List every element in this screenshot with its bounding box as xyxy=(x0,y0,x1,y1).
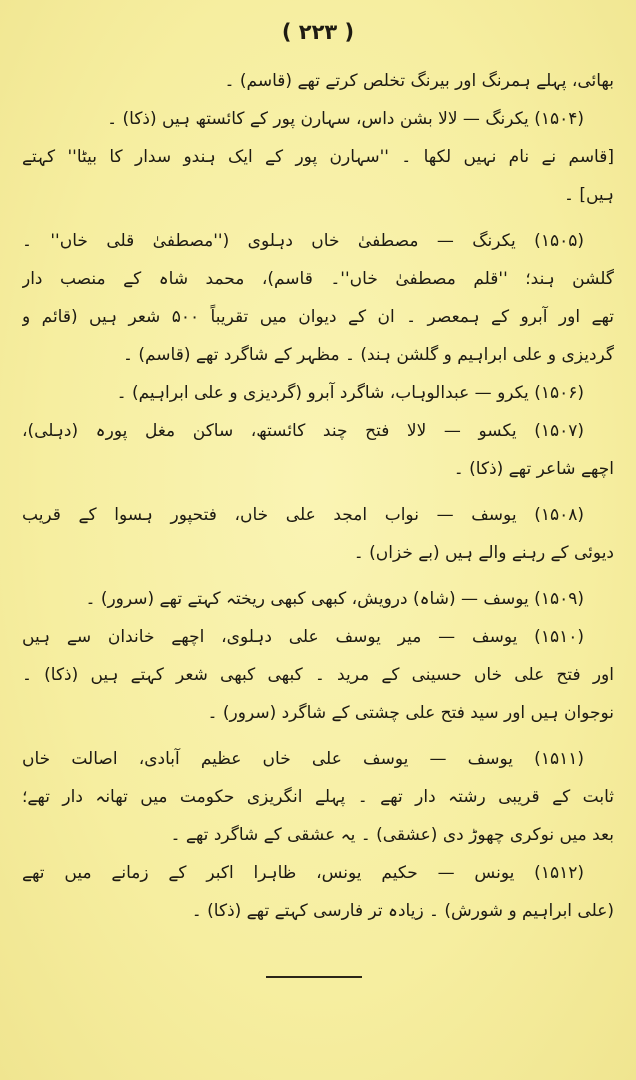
entry-1511-line-1: (۱۵۱۱) یوسف — یوسف علی خاں عظیم آبادی، اصالت خاں xyxy=(22,749,584,769)
page-number: ( ۲۲۳ ) xyxy=(281,20,355,44)
entry-1511-line-3: بعد میں نوکری چھوڑ دی (عشقی) ۔ یہ عشقی کے شاگرد تھے ۔ xyxy=(170,825,614,845)
entry-1505-line-3: تھے اور آبرو کے ہمعصر ۔ ان کے دیوان میں تقریباً ۵۰۰ شعر ہیں (قائم و xyxy=(22,307,614,327)
entry-1510-line-3: نوجوان ہیں اور سید فتح علی چشتی کے شاگرد (سرور) ۔ xyxy=(207,703,614,723)
entry-1512-line-2: (علی ابراہیم و شورش) ۔ زیادہ تر فارسی کہتے تھے (ذکا) ۔ xyxy=(191,901,614,921)
entry-1509-line-1: (۱۵۰۹) یوسف — (شاہ) درویش، کبھی کبھی ریختہ کہتے تھے (سرور) ۔ xyxy=(85,589,584,609)
entry-1505-line-4: گردیزی و علی ابراہیم و گلشن ہند) ۔ مظہر کے شاگرد تھے (قاسم) ۔ xyxy=(123,345,614,365)
entry-1504-line-2: [قاسم نے نام نہیں لکھا ۔ ''سہارن پور کے ایک ہندو سدار کا بیٹا'' کہتے xyxy=(22,147,614,167)
entry-1504-line-3: ہیں] ۔ xyxy=(563,185,614,205)
entry-1510-line-2: اور فتح علی خاں حسینی کے مرید ۔ کبھی کبھی شعر کہتے ہیں (ذکا) ۔ xyxy=(22,665,614,685)
entry-1505-line-2: گلشن ہند؛ ''قلم مصطفیٰ خاں''۔ قاسم)، محمد شاہ کے منصب دار xyxy=(22,269,614,289)
entry-1506-line-1: (۱۵۰۶) یکرو — عبدالوہاب، شاگرد آبرو (گردیزی و علی ابراہیم) ۔ xyxy=(116,383,584,403)
entry-1508-line-1: (۱۵۰۸) یوسف — نواب امجد علی خاں، فتحپور ہسوا کے قریب xyxy=(22,505,584,525)
entry-1512-line-1: (۱۵۱۲) یونس — حکیم یونس، ظاہرا اکبر کے زمانے میں تھے xyxy=(22,863,584,883)
entry-1504-line-1: (۱۵۰۴) یکرنگ — لالا بشن داس، سہارن پور کے کائستھ ہیں (ذکا) ۔ xyxy=(107,109,584,129)
text-line: بھائی، پہلے ہمرنگ اور بیرنگ تخلص کرتے تھے (قاسم) ۔ xyxy=(224,71,614,91)
section-divider xyxy=(266,976,362,978)
entry-1507-line-2: اچھے شاعر تھے (ذکا) ۔ xyxy=(453,459,614,479)
body-text xyxy=(22,62,614,930)
entry-1511-line-2: ثابت کے قریبی رشتہ دار تھے ۔ پہلے انگریزی حکومت میں تھانہ دار تھے؛ xyxy=(22,787,614,807)
entry-1508-line-2: دیوئی کے رہنے والے ہیں (بے خزاں) ۔ xyxy=(353,543,614,563)
entry-1510-line-1: (۱۵۱۰) یوسف — میر یوسف علی دہلوی، اچھے خاندان سے ہیں xyxy=(22,627,584,647)
entry-1505-line-1: (۱۵۰۵) یکرنگ — مصطفیٰ خاں دہلوی (''مصطفیٰ قلی خاں'' ۔ xyxy=(22,231,584,251)
entry-1507-line-1: (۱۵۰۷) یکسو — لالا فتح چند کائستھ، ساکن مغل پورہ (دہلی)، xyxy=(22,421,584,441)
